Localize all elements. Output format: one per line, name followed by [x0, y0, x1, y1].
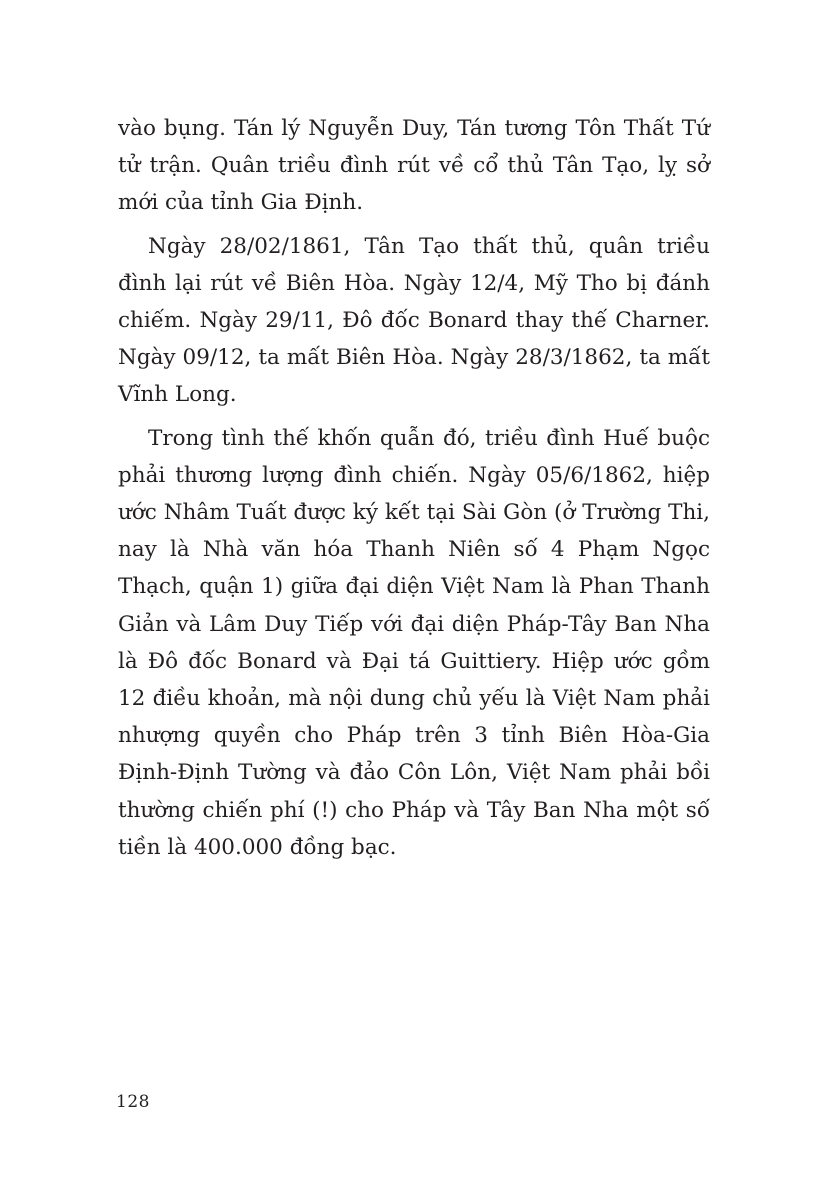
- paragraph-treaty: Trong tình thế khốn quẫn đó, triều đình Huế buộc phải thương lượng đình chiến. Ngày 05/6/1862, hiệp ước Nhâm Tuất được ký kết tại Sài Gòn (ở Trường Thi, nay là Nhà văn hóa Thanh Niên số 4 Phạm Ngọc Thạch, quận 1) giữa đại diện Việt Nam là Phan Thanh Giản và Lâm Duy Tiếp với đại diện Pháp-Tây Ban Nha là Đô đốc Bonard và Đại tá Guittiery. Hiệp ước gồm 12 điều khoản, mà nội dung chủ yếu là Việt Nam phải nhượng quyền cho Pháp trên 3 tỉnh Biên Hòa-Gia Định-Định Tường và đảo Côn Lôn, Việt Nam phải bồi thường chiến phí (!) cho Pháp và Tây Ban Nha một số tiền là 400.000 đồng bạc.: [118, 425, 710, 860]
- paragraph-1861-events: Ngày 28/02/1861, Tân Tạo thất thủ, quân triều đình lại rút về Biên Hòa. Ngày 12/4, Mỹ Tho bị đánh chiếm. Ngày 29/11, Đô đốc Bonard thay thế Charner. Ngày 09/12, ta mất Biên Hòa. Ngày 28/3/1862, ta mất Vĩnh Long.: [118, 233, 710, 408]
- page-number: 128: [116, 1092, 150, 1112]
- paragraph-continuation: vào bụng. Tán lý Nguyễn Duy, Tán tương Tôn Thất Tứ tử trận. Quân triều đình rút về cổ thủ Tân Tạo, lỵ sở mới của tỉnh Gia Định.: [118, 116, 710, 216]
- body-text: [118, 110, 710, 872]
